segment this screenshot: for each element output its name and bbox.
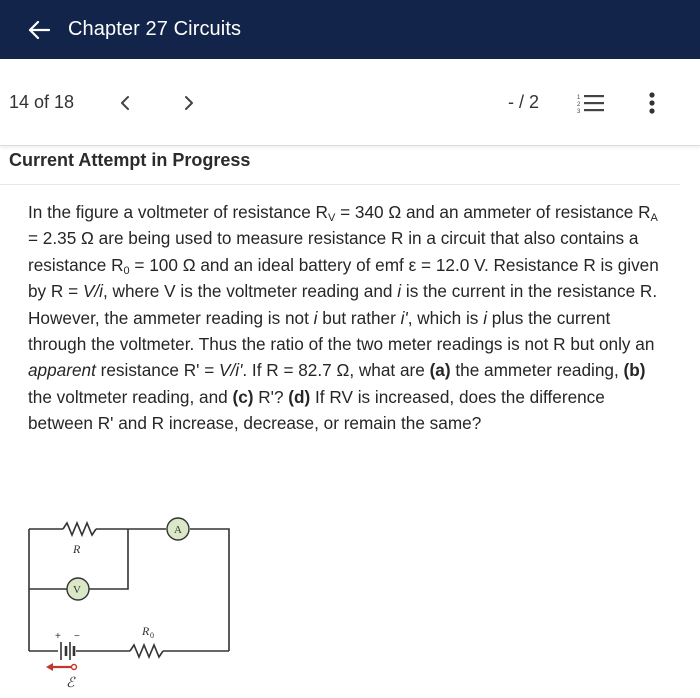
chevron-left-icon	[118, 94, 134, 112]
chevron-right-icon	[180, 94, 196, 112]
resistor-r0-zigzag	[130, 645, 163, 657]
label-a: A	[174, 524, 182, 536]
app-header	[0, 0, 700, 59]
kebab-menu-icon	[645, 90, 659, 118]
svg-text:3: 3	[577, 109, 581, 115]
numbered-list-icon	[576, 93, 606, 115]
resistor-r-zigzag	[63, 523, 96, 535]
next-question-button[interactable]	[180, 94, 196, 112]
previous-question-button[interactable]	[118, 94, 134, 112]
label-r: R	[73, 542, 81, 556]
label-v: V	[73, 584, 81, 596]
question-list-button[interactable]	[576, 93, 606, 115]
page-title: Chapter 27 Circuits	[68, 18, 242, 40]
question-text: In the figure a voltmeter of resistance $R_V = 340$ Ω and an ammeter of resistance $R_A = 2.35$ Ω are being used to measure resistance R in a circuit that also contains a resistance $R_0 = 100$ Ω and an ideal battery of emf ε = 12.0 V. Resistance R is given by R = V/i, where V is the voltmeter reading and i is the current in the resistance R. However, the ammeter reading is not i but rather i', which is i plus the current through the voltmeter. Thus the ratio of the two meter readings is not R but only an apparent resistance R' = V/i'. If R = 82.7 Ω, what are (a) the ammeter reading, (b) the voltmeter reading, and (c) R'? (d) If RV is increased, does the difference between R' and R increase, decrease, or remain the same?	[28, 202, 659, 434]
circuit-diagram	[0, 505, 260, 693]
attempt-status: Current Attempt in Progress	[9, 150, 251, 170]
svg-text:2: 2	[577, 102, 581, 108]
label-r0-sub: 0	[150, 631, 154, 640]
label-minus: −	[74, 631, 80, 642]
circuit-svg	[0, 505, 260, 693]
back-arrow-icon[interactable]	[26, 17, 52, 43]
svg-text:1: 1	[577, 95, 581, 101]
label-emf: ℰ	[66, 676, 75, 691]
label-plus: +	[55, 631, 61, 642]
score-indicator: - / 2	[508, 92, 540, 112]
question-counter: 14 of 18	[9, 92, 75, 112]
label-r0: R	[142, 624, 150, 638]
more-options-button[interactable]	[645, 90, 659, 118]
